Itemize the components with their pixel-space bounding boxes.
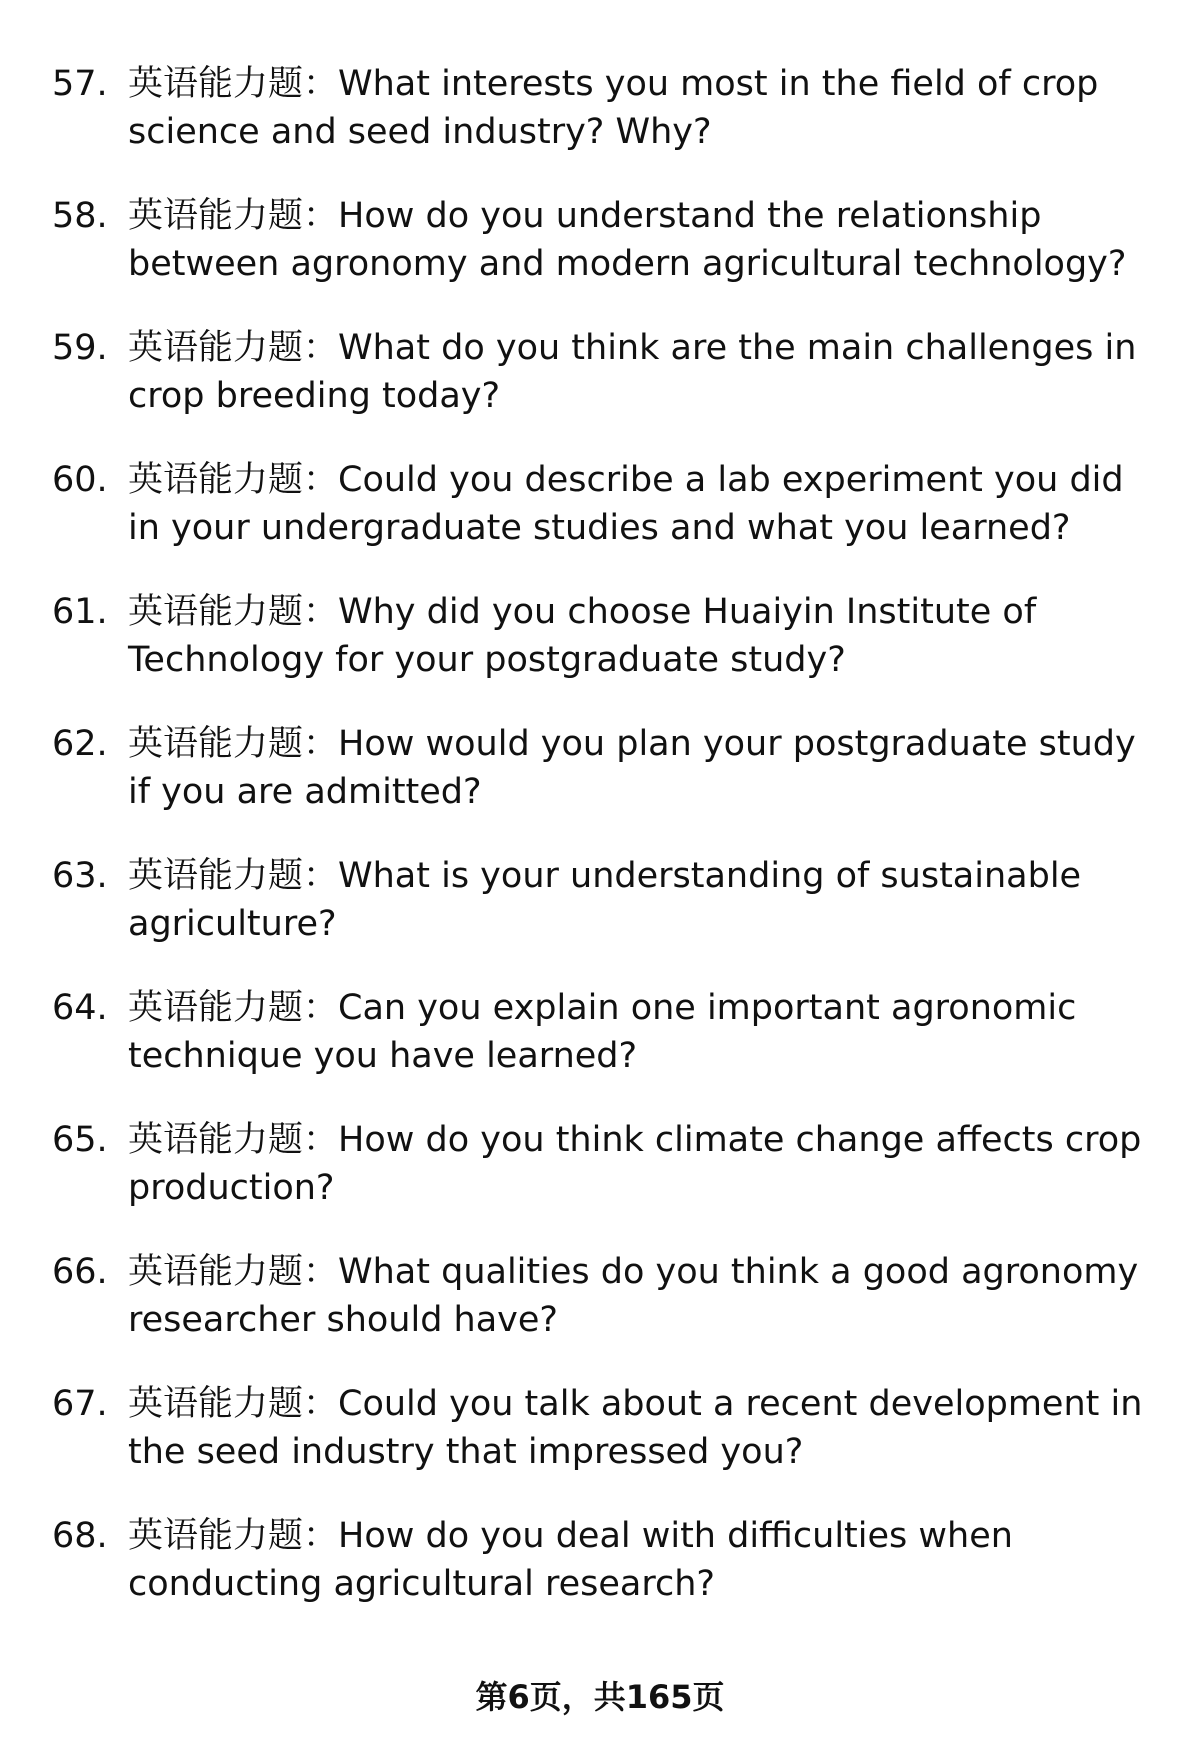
question-number: 62. [52, 724, 108, 764]
question-item [0, 1116, 1200, 1248]
question-text-block [128, 60, 1158, 156]
question-text: How do you understand the relationship between agronomy and modern agricultural technology? [128, 196, 1127, 284]
question-text-block [128, 456, 1158, 552]
question-text-block [128, 852, 1158, 948]
question-number: 68. [52, 1516, 108, 1556]
question-tag: 英语能力题： [128, 460, 339, 500]
question-number: 59. [52, 328, 108, 368]
question-text-block [128, 1248, 1158, 1344]
question-tag: 英语能力题： [128, 592, 339, 632]
question-item [0, 324, 1200, 456]
question-tag: 英语能力题： [128, 988, 339, 1028]
page-footer [0, 1675, 1200, 1719]
question-list [0, 60, 1200, 1644]
question-tag: 英语能力题： [128, 1516, 339, 1556]
question-text: How would you plan your postgraduate study if you are admitted? [128, 724, 1136, 812]
question-text-block [128, 1512, 1158, 1608]
question-item [0, 192, 1200, 324]
question-text: What is your understanding of sustainable agriculture? [128, 856, 1082, 944]
question-item [0, 1380, 1200, 1512]
question-number: 63. [52, 856, 108, 896]
question-item [0, 720, 1200, 852]
question-tag: 英语能力题： [128, 1120, 339, 1160]
question-text: Could you talk about a recent development in the seed industry that impressed you? [128, 1384, 1143, 1472]
question-item [0, 852, 1200, 984]
question-number: 66. [52, 1252, 108, 1292]
question-text-block [128, 324, 1158, 420]
question-number: 65. [52, 1120, 108, 1160]
question-number: 57. [52, 64, 108, 104]
question-text-block [128, 1380, 1158, 1476]
question-tag: 英语能力题： [128, 328, 339, 368]
question-text: How do you deal with difficulties when conducting agricultural research? [128, 1516, 1013, 1604]
question-tag: 英语能力题： [128, 64, 339, 104]
question-text: Can you explain one important agronomic technique you have learned? [128, 988, 1077, 1076]
question-text-block [128, 588, 1158, 684]
question-text: What qualities do you think a good agronomy researcher should have? [128, 1252, 1139, 1340]
question-text: What interests you most in the field of crop science and seed industry? Why? [128, 64, 1099, 152]
question-tag: 英语能力题： [128, 856, 339, 896]
question-text-block [128, 984, 1158, 1080]
page-number: 第6页，共165页 [475, 1678, 725, 1716]
question-tag: 英语能力题： [128, 1252, 339, 1292]
question-item [0, 588, 1200, 720]
question-text: What do you think are the main challenges in crop breeding today? [128, 328, 1137, 416]
question-tag: 英语能力题： [128, 724, 339, 764]
question-text-block [128, 720, 1158, 816]
question-number: 60. [52, 460, 108, 500]
question-tag: 英语能力题： [128, 196, 339, 236]
question-text-block [128, 192, 1158, 288]
question-item [0, 456, 1200, 588]
question-tag: 英语能力题： [128, 1384, 339, 1424]
question-item [0, 984, 1200, 1116]
question-number: 64. [52, 988, 108, 1028]
question-item [0, 1512, 1200, 1644]
question-text-block [128, 1116, 1158, 1212]
question-text: Why did you choose Huaiyin Institute of Technology for your postgraduate study? [128, 592, 1037, 680]
question-item [0, 60, 1200, 192]
question-number: 61. [52, 592, 108, 632]
question-number: 67. [52, 1384, 108, 1424]
question-number: 58. [52, 196, 108, 236]
question-text: How do you think climate change affects crop production? [128, 1120, 1142, 1208]
question-item [0, 1248, 1200, 1380]
question-text: Could you describe a lab experiment you did in your undergraduate studies and what you learned? [128, 460, 1124, 548]
